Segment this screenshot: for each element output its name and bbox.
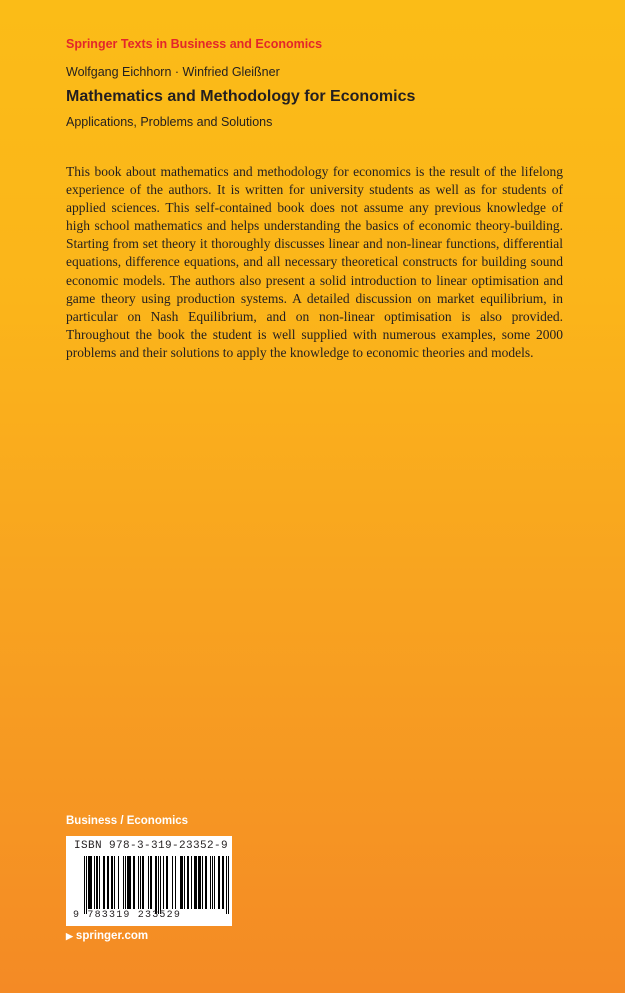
isbn-barcode [66, 836, 232, 926]
barcode-bars [84, 856, 230, 909]
isbn-number: ISBN 978-3-319-23352-9 [74, 840, 229, 852]
category-label: Business / Economics [66, 815, 189, 827]
book-subtitle: Applications, Problems and Solutions [66, 115, 273, 129]
book-title: Mathematics and Methodology for Economics [66, 88, 416, 105]
authors: Wolfgang Eichhorn · Winfried Gleißner [66, 65, 280, 79]
triangle-right-icon: ▶ [66, 931, 73, 941]
barcode-bar [229, 856, 230, 914]
series-name: Springer Texts in Business and Economics [66, 37, 323, 51]
publisher-website[interactable] [66, 930, 148, 942]
website-label: springer.com [75, 930, 149, 942]
book-description: This book about mathematics and methodology for economics is the result of the lifelong experience of the authors. It is written for university students as well as for students of applied sciences. This self-contained book does not assume any previous knowledge of high school mathematics and helps understanding the basics of economic theory-building. Starting from set theory it thoroughly discusses linear and non-linear functions, differential equations, difference equations, and all necessary theoretical constructs for building sound economic models. The authors also present a solid introduction to linear optimisation and game theory using production systems. A detailed discussion on market equilibrium, in particular on Nash Equilibrium, and on non-linear optimisation is also provided. Throughout the book the student is well supplied with numerous examples, some 2000 problems and their solutions to apply the knowledge to economic theories and models. [66, 164, 563, 360]
barcode-digits: 9 783319 233529 [73, 910, 182, 921]
